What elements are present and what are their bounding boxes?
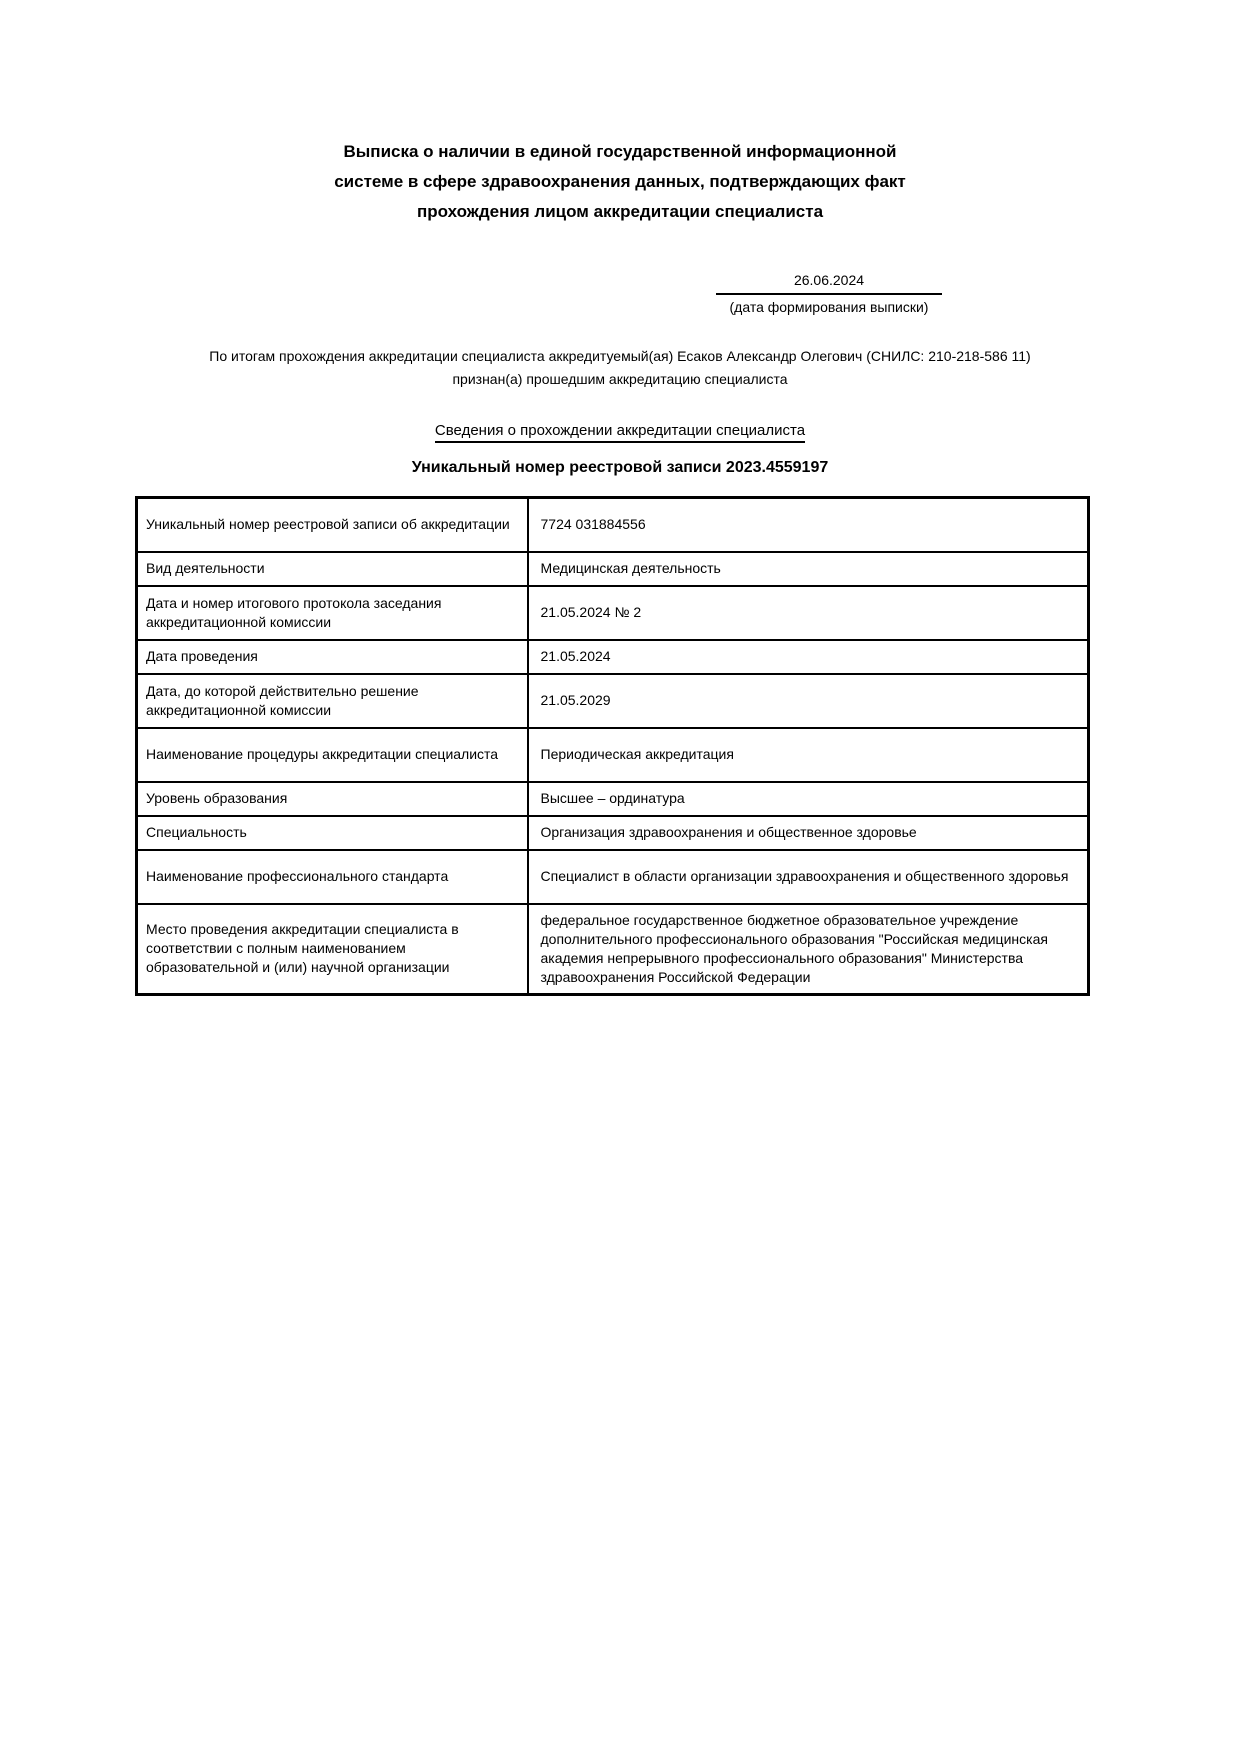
table-row-registry-number [137,498,1089,552]
extract-date-block [716,271,942,316]
row-label: Дата и номер итогового протокола заседания аккредитационной комиссии [137,586,528,640]
row-label: Дата, до которой действительно решение аккредитационной комиссии [137,674,528,728]
document-title [0,137,1240,227]
accreditation-table-body [137,498,1089,995]
table-row-valid-until [137,674,1089,728]
row-value: 7724 031884556 [528,498,1089,552]
row-value: Периодическая аккредитация [528,728,1089,782]
title-line-1: Выписка о наличии в единой государственной информационной [343,142,897,161]
row-value: Организация здравоохранения и общественное здоровье [528,816,1089,850]
registry-record-heading: Уникальный номер реестровой записи 2023.4559197 [411,459,829,476]
row-label: Наименование профессионального стандарта [137,850,528,904]
table-row-accreditation-place [137,904,1089,995]
table-row-protocol [137,586,1089,640]
row-label: Дата проведения [137,640,528,674]
extract-date-caption: (дата формирования выписки) [729,299,929,315]
row-value: Высшее – ординатура [528,782,1089,816]
row-label: Место проведения аккредитации специалиста в соответствии с полным наименованием образовательной и (или) научной организации [137,904,528,995]
table-row-activity-type [137,552,1089,586]
row-value: 21.05.2029 [528,674,1089,728]
table-row-professional-standard [137,850,1089,904]
row-value: Медицинская деятельность [528,552,1089,586]
row-label: Вид деятельности [137,552,528,586]
row-value: Специалист в области организации здравоохранения и общественного здоровья [528,850,1089,904]
intro-line-1: По итогам прохождения аккредитации специалиста аккредитуемый(ая) Есаков Александр Олегович (СНИЛС: 210-218-586 11) [209,348,1031,364]
extract-date: 26.06.2024 [716,271,942,295]
row-value: 21.05.2024 [528,640,1089,674]
title-line-3: прохождения лицом аккредитации специалиста [416,202,824,221]
table-row-date-conducted [137,640,1089,674]
intro-paragraph [60,345,1180,391]
table-row-education-level [137,782,1089,816]
row-label: Наименование процедуры аккредитации специалиста [137,728,528,782]
row-label: Уровень образования [137,782,528,816]
table-row-specialty [137,816,1089,850]
table-row-procedure-name [137,728,1089,782]
title-line-2: системе в сфере здравоохранения данных, подтверждающих факт [334,172,906,191]
accreditation-table [135,496,1090,996]
section-heading-text: Сведения о прохождении аккредитации специалиста [435,422,805,443]
row-value: 21.05.2024 № 2 [528,586,1089,640]
intro-line-2: признан(а) прошедшим аккредитацию специалиста [452,371,788,387]
row-value: федеральное государственное бюджетное образовательное учреждение дополнительного профессионального образования "Российская медицинская академия непрерывного профессионального образования" Министерства здравоохранения Российской Федерации [528,904,1089,995]
row-label: Уникальный номер реестровой записи об аккредитации [137,498,528,552]
row-label: Специальность [137,816,528,850]
section-heading [0,422,1240,443]
